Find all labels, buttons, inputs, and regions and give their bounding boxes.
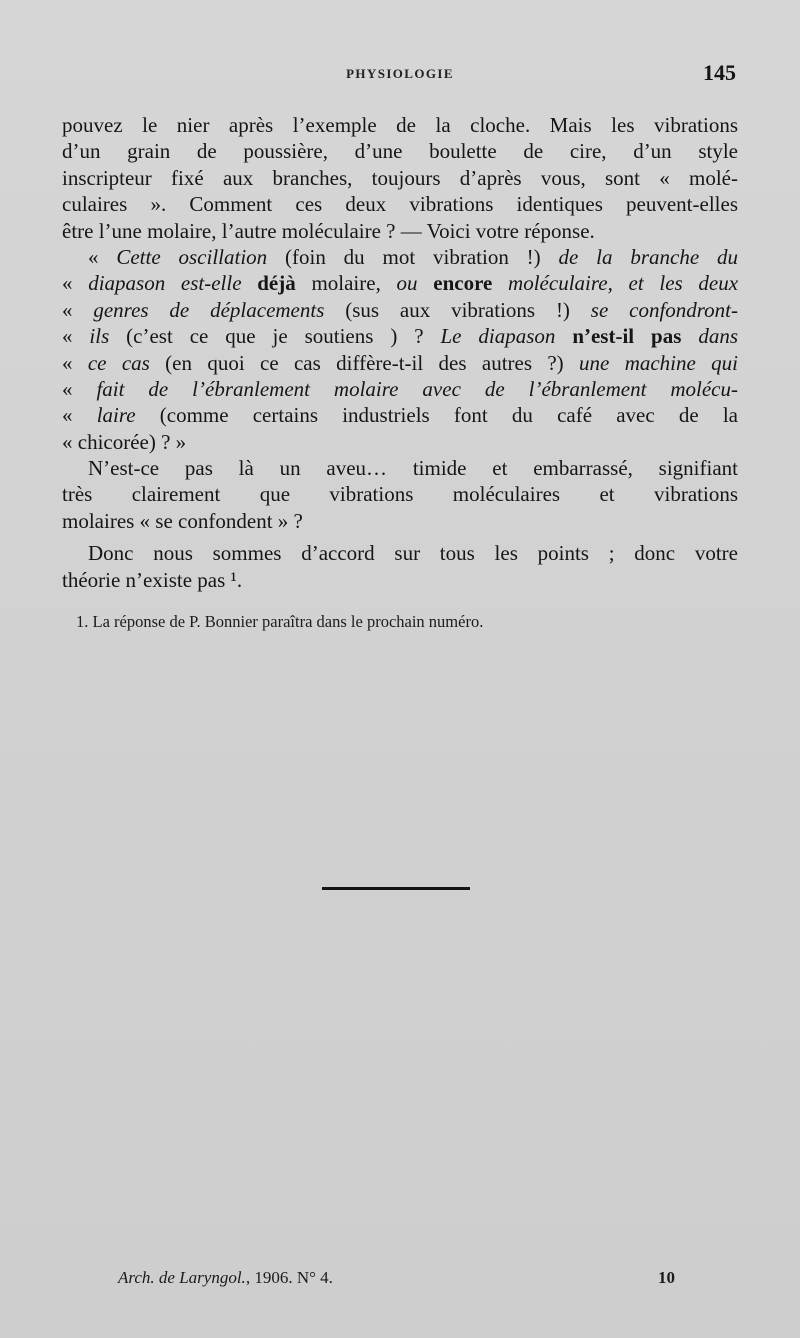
italic-text: Le diapason bbox=[440, 324, 556, 349]
text-segment bbox=[242, 271, 258, 295]
italic-text: ou bbox=[396, 271, 418, 296]
text-segment: N’est-ce pas là un aveu… timide et embarrassé, signifiant bbox=[88, 456, 738, 481]
text-line bbox=[62, 376, 738, 402]
text-segment: « bbox=[62, 376, 97, 401]
text-segment: molaire, bbox=[295, 271, 397, 296]
text-segment: culaires ». Comment ces deux vibrations identiques peuvent-elles bbox=[62, 192, 738, 217]
text-line bbox=[62, 323, 738, 349]
text-line bbox=[62, 112, 738, 138]
text-segment bbox=[555, 324, 572, 348]
text-segment bbox=[418, 271, 434, 295]
section-end-rule bbox=[322, 887, 470, 890]
running-head: PHYSIOLOGIE bbox=[346, 66, 454, 81]
text-segment: théorie n’existe pas ¹. bbox=[62, 567, 243, 592]
sheet-number: 10 bbox=[658, 1268, 675, 1287]
bold-text: encore bbox=[433, 271, 493, 296]
text-line bbox=[62, 567, 738, 593]
text-segment: « bbox=[62, 403, 97, 428]
text-line bbox=[62, 350, 738, 376]
text-line bbox=[62, 481, 738, 507]
page-number: 145 bbox=[703, 60, 736, 85]
text-line bbox=[62, 297, 738, 323]
text-line bbox=[62, 244, 738, 270]
italic-text: ce cas bbox=[87, 350, 150, 375]
text-segment: (c’est ce que je soutiens ) ? bbox=[109, 324, 441, 349]
text-segment: inscripteur fixé aux branches, toujours d’après vous, sont « molé- bbox=[62, 165, 738, 190]
text-segment: Donc nous sommes d’accord sur tous les points ; donc votre bbox=[88, 541, 738, 566]
text-line bbox=[62, 270, 738, 296]
journal-signature bbox=[118, 1268, 333, 1288]
text-line bbox=[62, 191, 738, 217]
text-segment: pouvez le nier après l’exemple de la cloche. Mais les vibrations bbox=[62, 113, 738, 137]
text-segment: être l’une molaire, l’autre moléculaire ? — Voici votre réponse. bbox=[62, 218, 595, 243]
body-text bbox=[62, 112, 738, 593]
journal-issue: , 1906. N° 4. bbox=[245, 1268, 333, 1287]
text-line bbox=[62, 455, 738, 481]
text-line bbox=[62, 165, 738, 191]
italic-text: se confondront- bbox=[590, 297, 738, 322]
journal-title: Arch. de Laryngol. bbox=[118, 1268, 246, 1287]
page-header bbox=[62, 60, 738, 90]
text-segment: molaires « se confondent » ? bbox=[62, 508, 303, 533]
text-line bbox=[62, 540, 738, 566]
italic-text: Cette oscillation bbox=[116, 244, 268, 269]
text-line bbox=[62, 218, 738, 244]
text-line bbox=[62, 138, 738, 164]
text-segment: d’un grain de poussière, d’une boulette de cire, d’un style bbox=[62, 139, 738, 164]
bold-text: déjà bbox=[257, 271, 296, 296]
italic-text: laire bbox=[96, 403, 136, 428]
text-segment: « bbox=[88, 244, 117, 269]
italic-text: dans bbox=[698, 324, 738, 349]
italic-text: genres de déplacements bbox=[93, 297, 325, 322]
text-segment: (en quoi ce cas diffère-t-il des autres ?) bbox=[149, 350, 580, 375]
text-segment bbox=[492, 271, 508, 295]
italic-text: moléculaire, et les deux bbox=[508, 271, 738, 296]
text-segment: « bbox=[62, 350, 88, 375]
text-line bbox=[62, 429, 738, 455]
text-segment: (foin du mot vibration !) bbox=[267, 244, 559, 269]
text-segment: « bbox=[62, 324, 90, 349]
footnote: 1. La réponse de P. Bonnier paraîtra dans le prochain numéro. bbox=[76, 612, 484, 631]
text-segment: « bbox=[62, 297, 94, 322]
bold-text: n’est-il pas bbox=[572, 324, 682, 349]
text-segment: « bbox=[62, 271, 89, 296]
text-segment: (comme certains industriels font du café avec de la bbox=[135, 403, 738, 428]
italic-text: diapason est-elle bbox=[88, 271, 242, 296]
italic-text: ils bbox=[89, 324, 110, 349]
text-segment: (sus aux vibrations !) bbox=[324, 297, 591, 322]
text-segment: très clairement que vibrations moléculaires et vibrations bbox=[62, 482, 738, 507]
text-segment: « chicorée) ? » bbox=[62, 429, 187, 454]
text-segment bbox=[681, 324, 698, 348]
italic-text: fait de l’ébranlement molaire avec de l’ébranlement molécu- bbox=[96, 376, 738, 401]
italic-text: de la branche du bbox=[558, 244, 738, 269]
italic-text: une machine qui bbox=[579, 350, 738, 375]
text-line bbox=[62, 508, 738, 534]
text-line bbox=[62, 402, 738, 428]
